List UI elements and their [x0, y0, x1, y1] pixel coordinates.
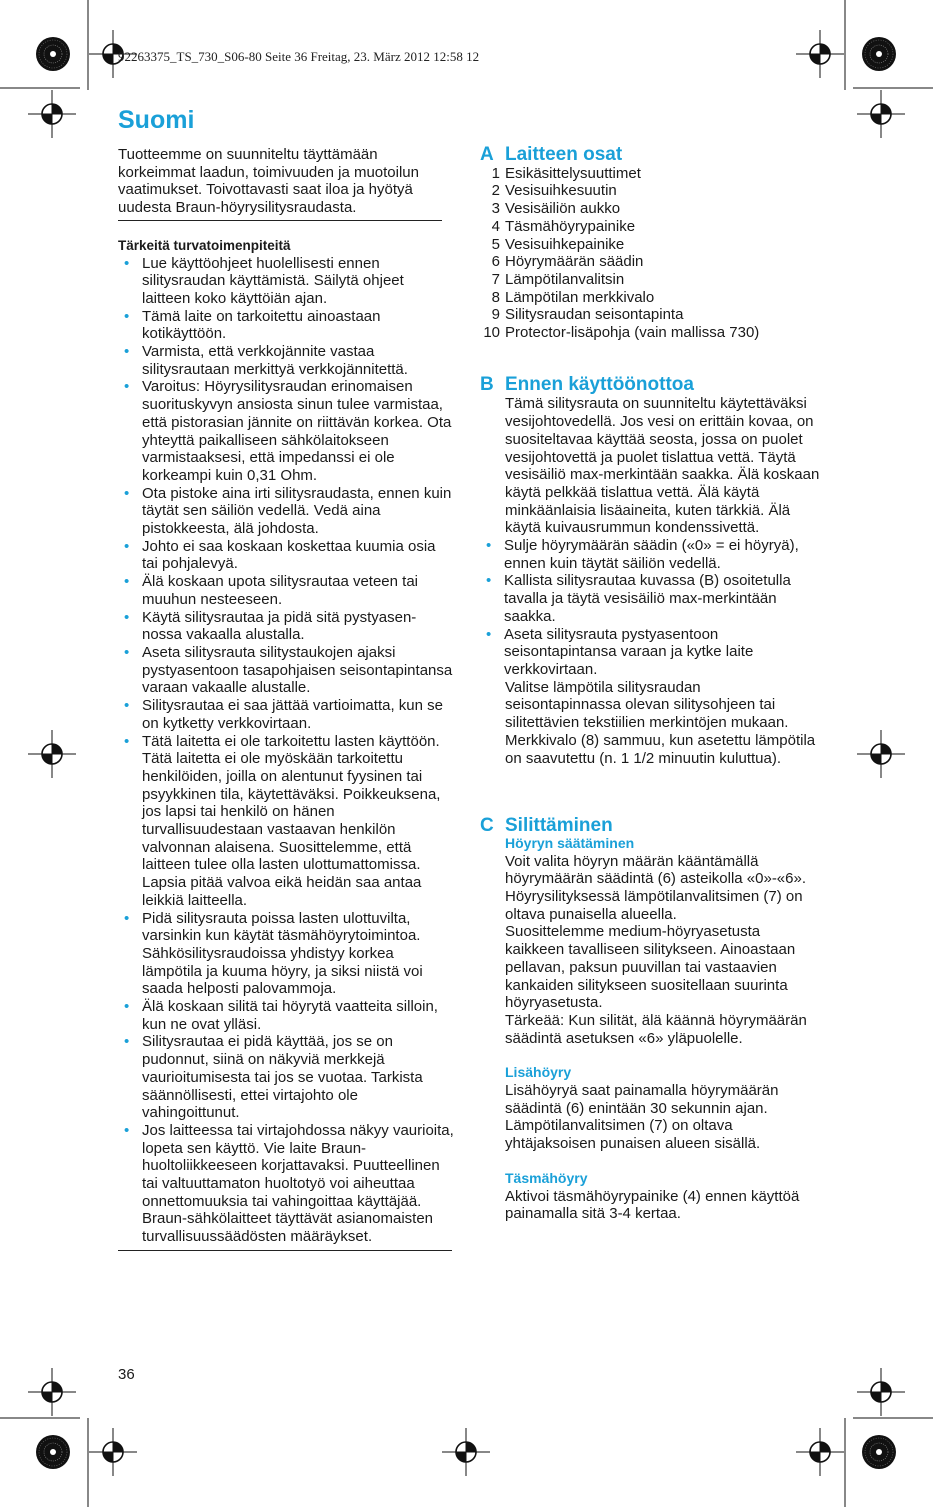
bullet-icon: •: [486, 625, 492, 643]
parts-list: [480, 165, 820, 342]
bullet-icon: •: [124, 254, 130, 272]
list-item: • Silitysrautaa ei pidä käyttää, jos se on pudonnut, siinä on näkyviä merkkejä vaurioitumisesta tai jos se vuotaa. Tarkista säännöllisesti, ettei virtajohto ole vahingoittunut.: [124, 1033, 423, 1122]
divider: [118, 1250, 452, 1251]
steam-setting-p3: Suosittelemme medium-höyryasetusta kaikkeen tavalliseen silitykseen. Ainoastaan pellavan, paksun puuvillan tai vastaavien kankaiden silitykseen suositellaan suurinta höyryasetusta.: [505, 923, 796, 1012]
list-item: 2 Vesisuihkesuutin: [491, 182, 617, 200]
list-item: • Aseta silitysrauta pystyasentoon seisontapintansa varaan ja kytke laite verkkovirtaan.: [486, 625, 754, 678]
list-item: • Tätä laitetta ei ole tarkoitettu lasten käyttöön. Tätä laitetta ei ole myöskään tarkoitettu henkilöiden, joilla on alentunut fyysinen tai psyykkinen tila, käytettäväksi. Poikkeuksena, jos lapsi tai henkilö on hänen turvallisuudestaan vastaavan henkilön valvonnan alaisena. Suosittelemme, että laitteen tulee olla lasten ulottumattomissa. Lapsia pitää valvoa eikä heidän saa antaa leikkiä laitteella.: [124, 732, 441, 909]
bullet-icon: •: [124, 484, 130, 502]
precision-steam-heading: Täsmähöyry: [505, 1169, 588, 1186]
list-item: 9 Silitysraudan seisontapinta: [491, 306, 684, 324]
bullet-icon: •: [124, 573, 130, 591]
list-item: • Käytä silitysrautaa ja pidä sitä pystyasen-nossa vakaalla alustalla.: [124, 608, 417, 644]
bullet-icon: •: [124, 307, 130, 325]
intro-paragraph: Tuotteemme on suunniteltu täyttämään korkeimmat laadun, toimivuuden ja muotoilun vaatimukset. Toivottavasti saat iloa ja hyötyä uudesta Braun-höyrysilitysraudasta.: [118, 146, 419, 217]
section-c-heading: C Silittäminen: [480, 815, 613, 837]
list-item: 10 Protector-lisäpohja (vain mallissa 730): [483, 324, 760, 342]
list-item: • Tämä laite on tarkoitettu ainoastaan kotikäyttöön.: [124, 307, 381, 343]
bullet-icon: •: [124, 732, 130, 750]
page-title: Suomi: [118, 106, 195, 134]
list-item: • Silitysrautaa ei saa jättää vartioimatta, kun se on kytketty verkkovirtaan.: [124, 697, 443, 732]
list-item: • Aseta silitysrauta silitystaukojen ajaksi pystyasentoon tasapohjaisen seisontapintansa varaan vakaalle alustalle.: [124, 643, 453, 697]
safety-heading: Tärkeitä turvatoimenpiteitä: [118, 237, 291, 253]
bullet-icon: •: [124, 998, 130, 1016]
extra-steam-p1: Lisähöyryä saat painamalla höyrymäärän säädintä (6) enintään 30 sekunnin ajan. Lämpötilanvalitsimen (7) on oltava yhtäjaksoisen punaisen alueen sisällä.: [505, 1082, 779, 1153]
section-b-indicator: Merkkivalo (8) sammuu, kun asetettu lämpötila on saavutettu (n. 1 1/2 minuutin kuluttua).: [505, 731, 816, 767]
left-column: [118, 146, 454, 1251]
page-number: 36: [118, 1366, 135, 1383]
list-item: 7 Lämpötilanvalitsin: [491, 270, 625, 288]
list-item: • Älä koskaan upota silitysrautaa veteen tai muuhun nesteeseen.: [124, 573, 418, 608]
list-item: • Johto ei saa koskaan koskettaa kuumia osia tai pohjalevyä.: [124, 537, 436, 573]
section-b-list: [480, 537, 820, 679]
safety-list: [118, 255, 454, 1246]
list-item: • Sulje höyrymäärän säädin («0» = ei höyryä), ennen kuin täytät säiliön vedellä.: [486, 537, 799, 572]
section-b-intro: Tämä silitysrauta on suunniteltu käytettäväksi vesijohtovedellä. Jos vesi on erittäin kovaa, on suositeltavaa käyttää seosta, jossa on puolet vesijohtovettä ja puolet tislattua vettä. Täytä vesisäiliö max-merkintään saakka. Älä koskaan käytä pelkkää tislattua vettä. Älä käytä minkäänlaisia lisäaineita, kuten tärkkiä. Älä käytä kuivausrummun kondenssivettä.: [505, 395, 820, 537]
bullet-icon: •: [124, 537, 130, 555]
list-item: 8 Lämpötilan merkkivalo: [491, 288, 655, 306]
bullet-icon: •: [124, 343, 130, 361]
list-item: 1 Esikäsittelysuuttimet: [491, 164, 641, 182]
bullet-icon: •: [486, 537, 492, 555]
bullet-icon: •: [124, 643, 130, 661]
section-b-heading: B Ennen käyttöönottoa: [480, 373, 694, 395]
section-a-heading: A Laitteen osat: [480, 144, 623, 165]
bullet-icon: •: [124, 608, 130, 626]
print-header-line: 92263375_TS_730_S06-80 Seite 36 Freitag, 23. März 2012 12:58 12: [118, 49, 480, 64]
steam-setting-p1: Voit valita höyryn määrän kääntämällä höyrymäärän säädintä (6) asteikolla «0»-«6».: [505, 852, 807, 888]
section-b-temperature: Valitse lämpötila silitysraudan seisontapinnassa olevan silitysohjeen tai silitettävien tekstiilien merkintöjen mukaan.: [505, 678, 789, 732]
list-item: 3 Vesisäiliön aukko: [491, 200, 621, 218]
list-item: • Kallista silitysrautaa kuvassa (B) osoitetulla tavalla ja täytä vesisäiliö max-merkintään saakka.: [486, 572, 791, 625]
list-item: 5 Vesisuihkepainike: [491, 235, 625, 253]
steam-setting-p2: Höyrysilityksessä lämpötilanvalitsimen (7) on oltava punaisella alueella.: [505, 888, 803, 923]
bullet-icon: •: [124, 378, 130, 396]
list-item: • Ota pistoke aina irti silitysraudasta, ennen kuin täytät sen säiliön vedellä. Vedä aina pistokkeesta, älä johdosta.: [124, 484, 452, 538]
list-item: • Älä koskaan silitä tai höyrytä vaatteita silloin, kun ne ovat ylläsi.: [124, 998, 438, 1033]
list-item: • Lue käyttöohjeet huolellisesti ennen silitysraudan käyttämistä. Säilytä ohjeet laitteen koko käyttöiän ajan.: [124, 254, 404, 307]
list-item: • Pidä silitysrauta poissa lasten ulottuvilta, varsinkin kun käytät täsmähöyrytoimintoa. Sähkösilitysraudoissa yhdistyy korkea lämpötila ja kuuma höyry, ja siksi niistä voi saada helposti palovammoja.: [124, 909, 423, 998]
list-item: • Varmista, että verkkojännite vastaa silitysrautaan merkittyä verkkojännitettä.: [124, 343, 408, 378]
list-item: 6 Höyrymäärän säädin: [491, 253, 644, 271]
bullet-icon: •: [124, 697, 130, 715]
list-item: • Varoitus: Höyrysilitysraudan erinomaisen suorituskyvyn ansiosta sinun tulee varmistaa, että pistorasian jännite on riittävän korkea. Ota yhteyttä paikalliseen sähkölaitokseen varmistaaksesi, että impedanssi ei ole korkeampi kuin 0,31 Ohm.: [124, 378, 452, 484]
right-column: [480, 146, 820, 1223]
precision-steam-p1: Aktivoi täsmähöyrypainike (4) ennen käyttöä painamalla sitä 3-4 kertaa.: [505, 1187, 800, 1223]
steam-setting-heading: Höyryn säätäminen: [505, 834, 635, 851]
steam-setting-p4: Tärkeää: Kun silität, älä käännä höyrymäärän säädintä asetuksen «6» yläpuolelle.: [505, 1011, 807, 1047]
bullet-icon: •: [124, 1033, 130, 1051]
bullet-icon: •: [124, 909, 130, 927]
list-item: 4 Täsmähöyrypainike: [491, 217, 636, 235]
extra-steam-heading: Lisähöyry: [505, 1064, 572, 1081]
list-item: • Jos laitteessa tai virtajohdossa näkyy vaurioita, lopeta sen käyttö. Vie laite Braun-huoltoliikkeeseen korjattavaksi. Puutteellinen tai valtuuttamaton huoltotyö voi aiheuttaa onnettomuuksia tai vahingoittaa käyttäjää. Braun-sähkölaitteet täyttävät asianomaisten turvallisuussäädösten määräykset.: [124, 1121, 454, 1246]
bullet-icon: •: [124, 1121, 130, 1139]
bullet-icon: •: [486, 572, 492, 590]
